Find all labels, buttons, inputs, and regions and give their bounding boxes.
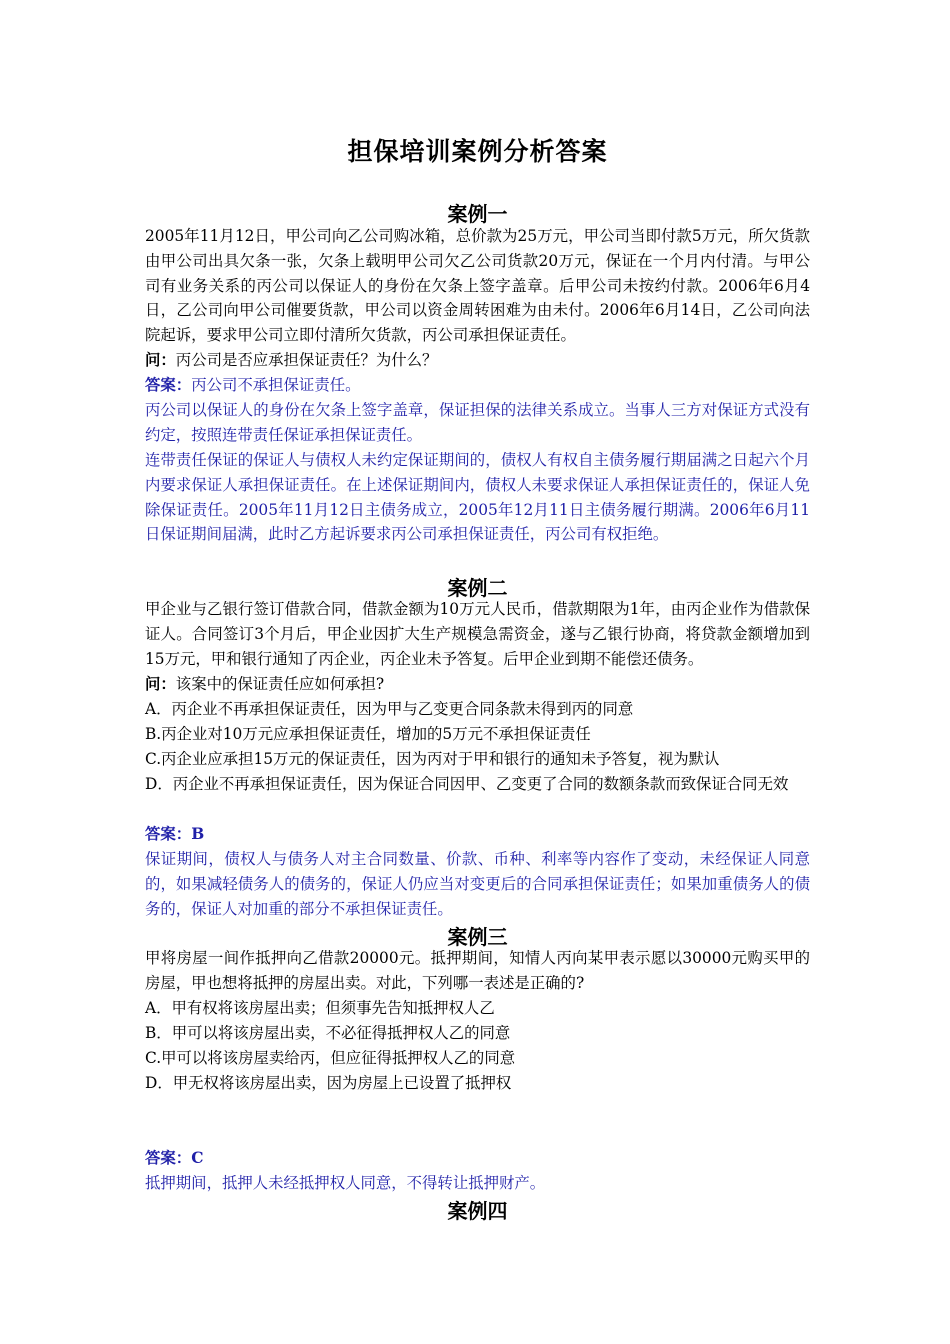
case3-facts: 甲将房屋一间作抵押向乙借款20000元。抵押期间，知情人丙向某甲表示愿以30000元购买甲的房屋，甲也想将抵押的房屋出卖。对此，下列哪一表述是正确的? [145,949,810,992]
case1-answer-text: 丙公司不承担保证责任。 [191,376,361,394]
case1-heading: 案例一 [447,202,508,226]
case2-question-text: 该案中的保证责任应如何承担? [175,675,385,693]
case1-question [145,348,810,373]
case1-question-text: 丙公司是否应承担保证责任？为什么？ [175,351,438,369]
case1-explain2: 连带责任保证的保证人与债权人未约定保证期间的，债权人有权自主债务履行期届满之日起六个月内要求保证人承担保证责任。在上述保证期间内，债权人未要求保证人承担保证责任的，保证人免除保证责任。2005年11月12日主债务成立，2005年12月11日主债务履行期满。2006年6月11日保证期间届满，此时乙方起诉要求丙公司承担保证责任，丙公司有权拒绝。 [145,451,810,544]
case3-answer [145,1146,810,1171]
case3-option-d: D．甲无权将该房屋出卖，因为房屋上已设置了抵押权 [145,1074,512,1092]
case2-option-c: C.丙企业应承担15万元的保证责任，因为丙对于甲和银行的通知未予答复，视为默认 [145,750,720,768]
case3-explain: 抵押期间，抵押人未经抵押权人同意，不得转让抵押财产。 [145,1174,546,1192]
case2-facts: 甲企业与乙银行签订借款合同，借款金额为10万元人民币，借款期限为1年，由丙企业作为借款保证人。合同签订3个月后，甲企业因扩大生产规模急需资金，遂与乙银行协商，将贷款金额增加到15万元，甲和银行通知了丙企业，丙企业未予答复。后甲企业到期不能偿还债务。 [145,600,810,668]
case2-question-label: 问： [145,675,176,693]
case2-option-b: B.丙企业对10万元应承担保证责任，增加的5万元不承担保证责任 [145,725,591,743]
case2-question [145,672,810,697]
case2-answer-text: B [191,825,205,843]
case2-answer [145,822,810,847]
case2-explain: 保证期间，债权人与债务人对主合同数量、价款、币种、利率等内容作了变动，未经保证人同意的，如果减轻债务人的债务的，保证人仍应当对变更后的合同承担保证责任；如果加重债务人的债务的，保证人对加重的部分不承担保证责任。 [145,850,810,918]
case4-heading: 案例四 [447,1199,508,1223]
case2-option-d: D．丙企业不再承担保证责任，因为保证合同因甲、乙变更了合同的数额条款而致保证合同无效 [145,775,789,793]
case3-answer-label: 答案： [145,1149,192,1167]
case3-option-a: A．甲有权将该房屋出卖；但须事先告知抵押权人乙 [145,999,495,1017]
document-title: 担保培训案例分析答案 [347,137,608,166]
case3-heading: 案例三 [447,925,508,949]
case3-option-b: B．甲可以将该房屋出卖，不必征得抵押权人乙的同意 [145,1024,511,1042]
case1-answer-label: 答案： [145,376,192,394]
case2-heading: 案例二 [447,576,508,600]
case2-answer-label: 答案： [145,825,192,843]
case1-explain1: 丙公司以保证人的身份在欠条上签字盖章，保证担保的法律关系成立。当事人三方对保证方式没有约定，按照连带责任保证承担保证责任。 [145,401,810,444]
case1-question-label: 问： [145,351,176,369]
case3-answer-text: C [191,1149,204,1167]
case1-facts: 2005年11月12日，甲公司向乙公司购冰箱，总价款为25万元，甲公司当即付款5万元，所欠货款由甲公司出具欠条一张，欠条上载明甲公司欠乙公司货款20万元，保证在一个月内付清。与甲公司有业务关系的丙公司以保证人的身份在欠条上签字盖章。后甲公司未按约付款。2006年6月4日，乙公司向甲公司催要货款，甲公司以资金周转困难为由未付。2006年6月14日，乙公司向法院起诉，要求甲公司立即付清所欠货款，丙公司承担保证责任。 [145,227,810,345]
case3-option-c: C.甲可以将该房屋卖给丙，但应征得抵押权人乙的同意 [145,1049,516,1067]
case1-answer [145,373,810,398]
case2-option-a: A．丙企业不再承担保证责任，因为甲与乙变更合同条款未得到丙的同意 [145,700,634,718]
